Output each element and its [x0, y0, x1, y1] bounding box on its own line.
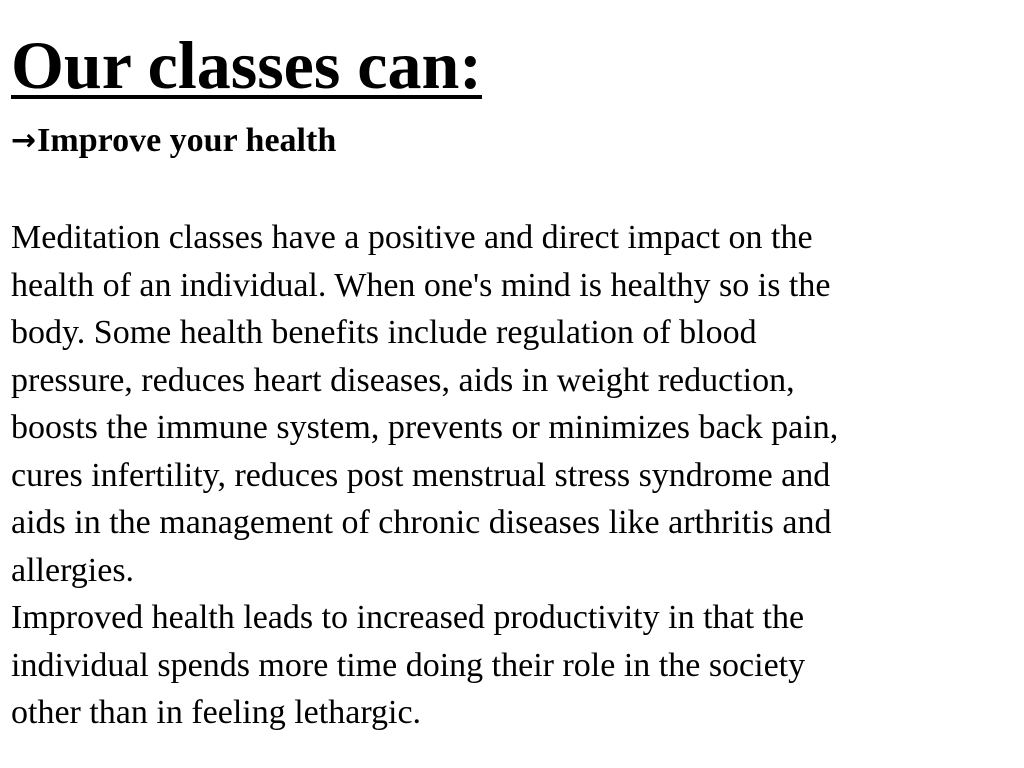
- body-text: [11, 214, 1011, 737]
- text-line: other than in feeling lethargic.: [11, 694, 422, 731]
- arrow-right-icon: →: [11, 123, 37, 158]
- text-line: individual spends more time doing their role in the society: [11, 646, 806, 684]
- text-line: Improved health leads to increased productivity in that the: [11, 599, 805, 636]
- text-line: health of an individual. When one's mind is healthy so is the: [11, 266, 831, 304]
- paragraph-health-benefits: [11, 214, 1011, 594]
- slide-title-text: Our classes can:: [11, 27, 482, 103]
- paragraph-productivity: [11, 594, 1011, 737]
- text-line: boosts the immune system, prevents or minimizes back pain,: [11, 409, 839, 446]
- slide-title: [11, 26, 482, 104]
- text-line: cures infertility, reduces post menstrual stress syndrome and: [11, 456, 831, 494]
- subtitle-text: Improve your health: [37, 122, 337, 159]
- text-line: Meditation classes have a positive and direct impact on the: [11, 219, 813, 256]
- text-line: allergies.: [11, 551, 135, 589]
- subtitle: [11, 118, 336, 164]
- text-line: pressure, reduces heart diseases, aids in weight reduction,: [11, 361, 795, 399]
- text-line: body. Some health benefits include regulation of blood: [11, 314, 757, 351]
- text-line: aids in the management of chronic diseases like arthritis and: [11, 504, 832, 541]
